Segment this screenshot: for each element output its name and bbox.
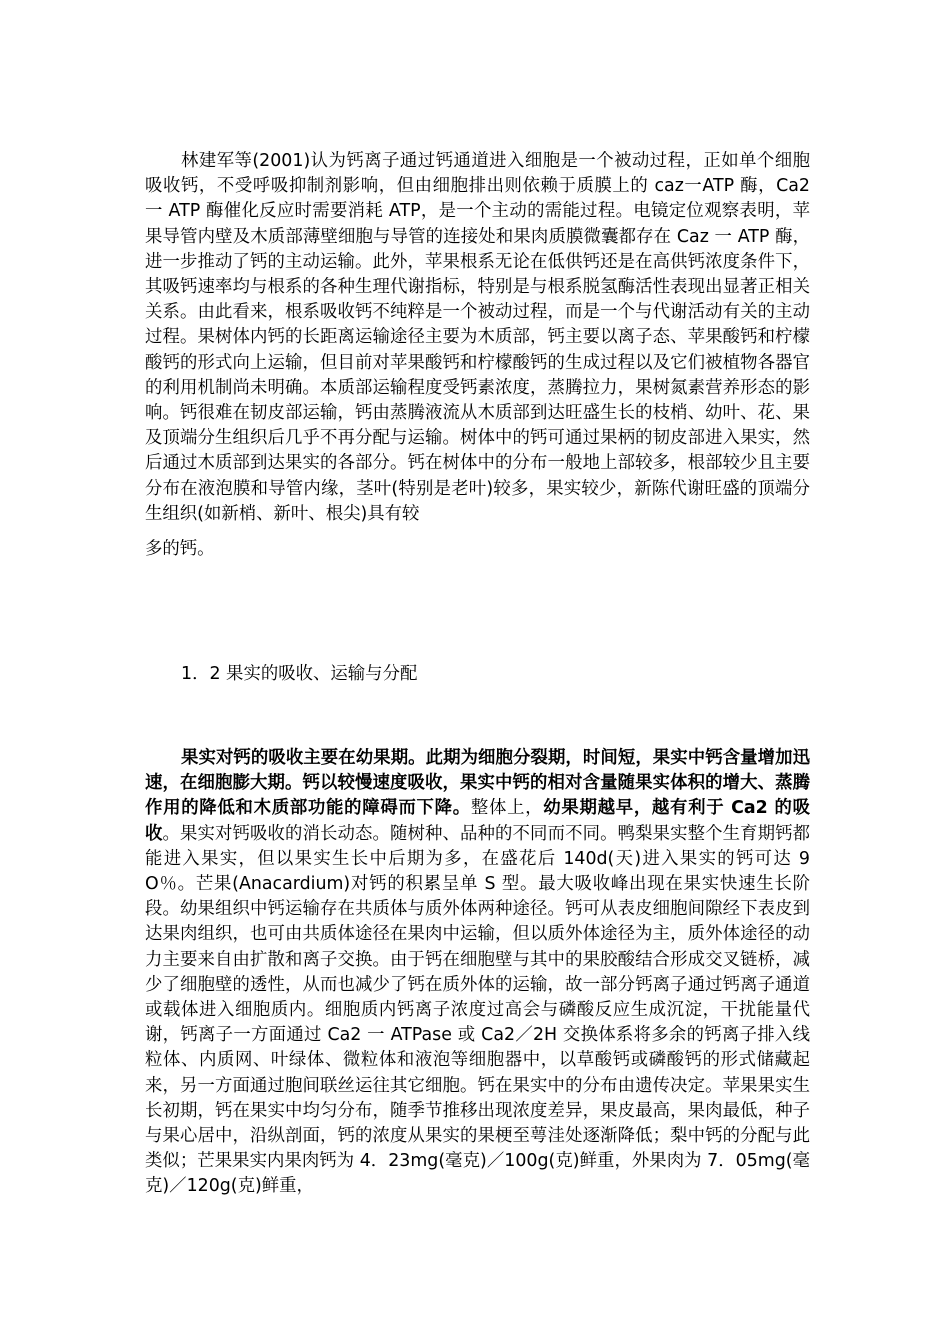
bold-text-fruit-absorption: 果实对钙的吸收主要在幼果期。此期为细胞分裂期，时间短，果实中钙含量增加迅速，在细胞膨大期。钙以较慢速度吸收，果实中钙的相对含量随果实体积的增大、蒸腾作用的降低和木质部功能的障碍而下降。 [145, 748, 810, 819]
section-heading: 1．2 果实的吸收、运输与分配 [181, 664, 418, 684]
paragraph-text: 整体上， [470, 798, 544, 819]
paragraph-text: 林建军等(2001)认为钙离子通过钙通道进入细胞是一个被动过程，正如单个细胞吸收钙，不受呼吸抑制剂影响，但由细胞排出则依赖于质膜上的 caz一ATP 酶，Ca2 一 ATP 酶催化反应时需要消耗 ATP，是一个主动的需能过程。电镜定位观察表明，苹果导管内壁及木质部薄壁细胞与导管的连接处和果肉质膜微囊都存在 Caz 一 ATP 酶，进一步推动了钙的主动运输。此外，苹果根系无论在低供钙还是在高供钙浓度条件下，其吸钙速率均与根系的各种生理代谢指标，特别是与根系脱氢酶活性表现出显著正相关关系。由此看来，根系吸收钙不纯粹是一个被动过程，而是一个与代谢活动有关的主动过程。果树体内钙的长距离运输途径主要为木质部，钙主要以离子态、苹果酸钙和柠檬酸钙的形式向上运输，但目前对苹果酸钙和柠檬酸钙的生成过程以及它们被植物各器官的利用机制尚未明确。本质部运输程度受钙素浓度，蒸腾拉力，果树氮素营养形态的影响。钙很难在韧皮部运输，钙由蒸腾液流从木质部到达旺盛生长的枝梢、幼叶、花、果及顶端分生组织后几乎不再分配与运输。树体中的钙可通过果柄的韧皮部进入果实，然后通过木质部到达果实的各部分。钙在树体中的分布一般地上部较多，根部较少且主要分布在液泡膜和导管内缘，茎叶(特别是老叶)较多，果实较少，新陈代谢旺盛的顶端分生组织(如新梢、新叶、根尖)具有较 [145, 151, 810, 524]
paragraph-calcium-transport [145, 149, 810, 562]
paragraph-text: 。果实对钙吸收的消长动态。随树种、品种的不同而不同。鸭梨果实整个生育期钙都能进入果实，但以果实生长中后期为多，在盛花后 140d(天)进入果实的钙可达 9O％。芒果(Anacardium)对钙的积累呈单 S 型。最大吸收峰出现在果实快速生长阶段。幼果组织中钙运输存在共质体与质外体两种途径。钙可从表皮细胞间隙经下表皮到达果肉组织，也可由共质体途径在果肉中运输，但以质外体途径为主，质外体途径的动力主要来自由扩散和离子交换。由于钙在细胞壁与其中的果胶酸结合形成交叉链桥，减少了细胞壁的透性，从而也减少了钙在质外体的运输，故一部分钙离子通过钙离子通道或载体进入细胞质内。细胞质内钙离子浓度过高会与磷酸反应生成沉淀，干扰能量代谢，钙离子一方面通过 Ca2 一 ATPase 或 Ca2／2H 交换体系将多余的钙离子排入线粒体、内质网、叶绿体、微粒体和液泡等细胞器中，以草酸钙或磷酸钙的形式储藏起来，另一方面通过胞间联丝运往其它细胞。钙在果实中的分布由遗传决定。苹果果实生长初期，钙在果实中均匀分布，随季节推移出现浓度差异，果皮最高，果肉最低，种子与果心居中，沿纵剖面，钙的浓度从果实的果梗至萼洼处逐渐降低；梨中钙的分配与此类似；芒果果实内果肉钙为 4．23mg(毫克)／100g(克)鲜重，外果肉为 7．05mg(毫克)／120g(克)鲜重， [145, 823, 810, 1197]
bold-text-early-stage: 幼果期越早，越有利于 Ca2 的吸收 [145, 798, 810, 844]
paragraph-last-line: 多的钙。 [145, 539, 215, 560]
paragraph-fruit-absorption [145, 746, 810, 1200]
